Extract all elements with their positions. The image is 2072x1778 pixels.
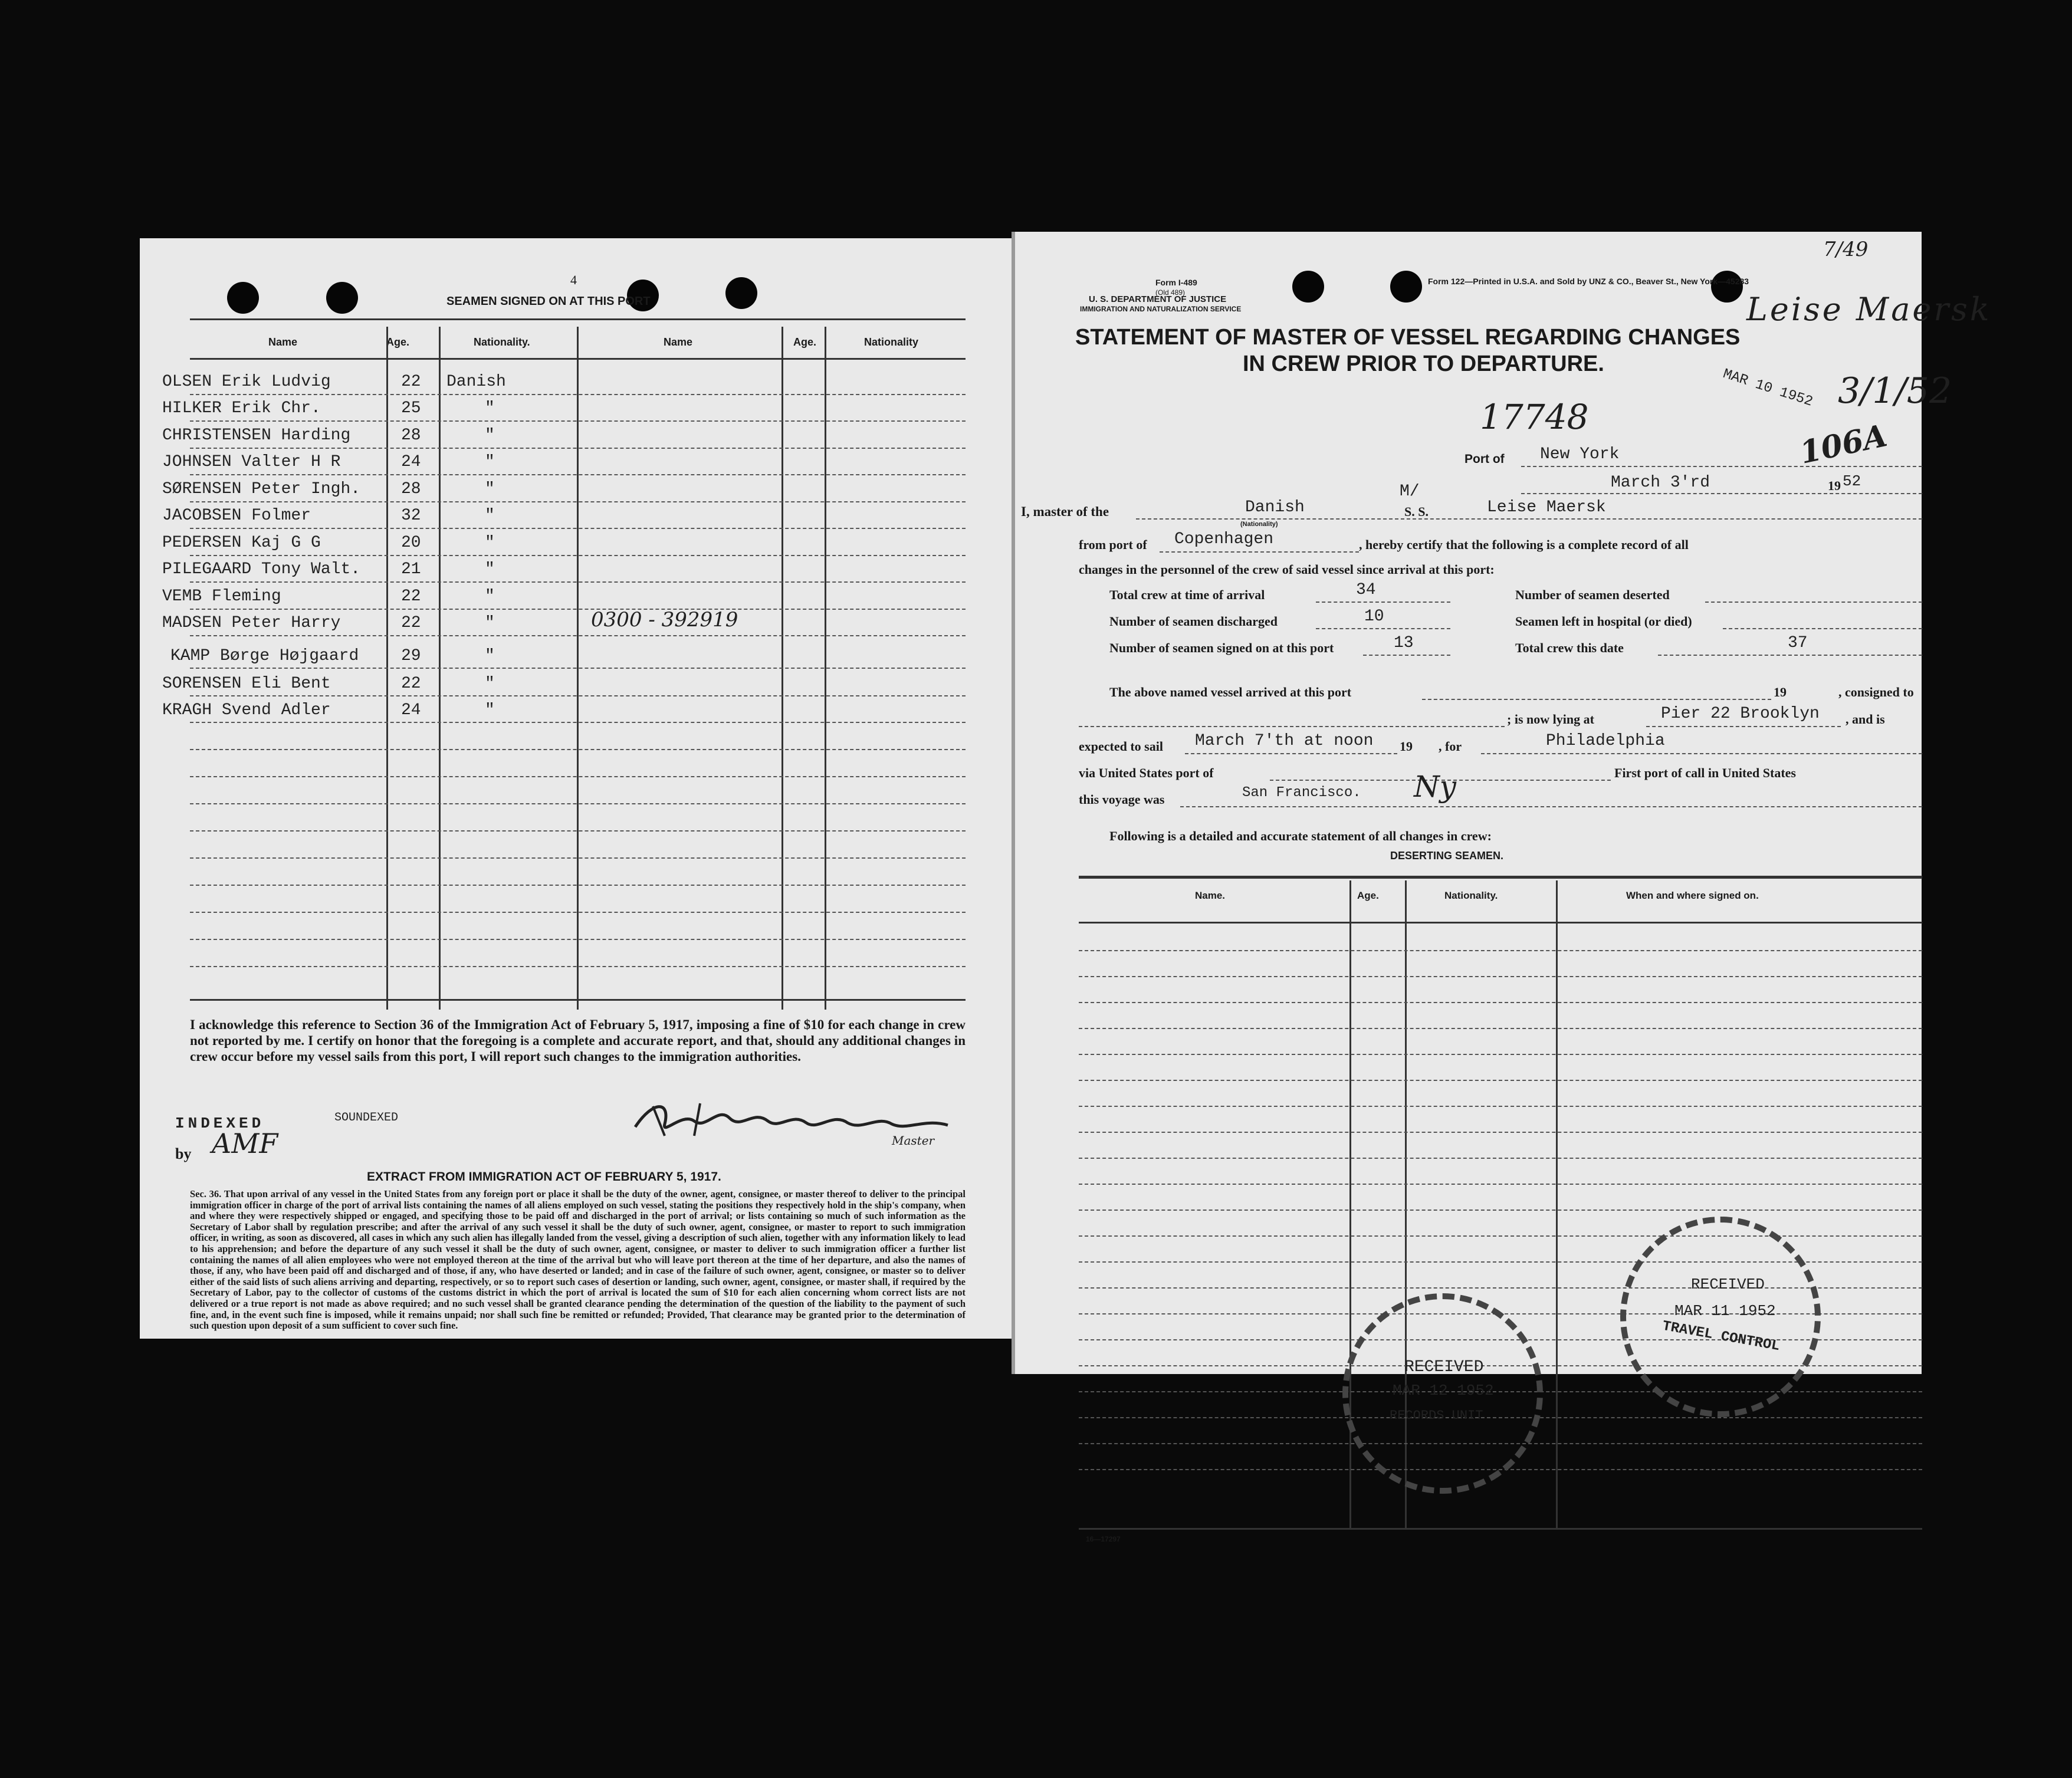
col-age-header: Age. (386, 336, 410, 348)
row-rule (190, 749, 966, 750)
deserting-top-rule (1079, 876, 1922, 879)
crew-nationality: " (485, 587, 495, 606)
crew-name: PILEGAARD Tony Walt. (162, 560, 361, 579)
sail-date-value: March 7'th at noon (1195, 732, 1374, 750)
col-name-header: Name (268, 336, 298, 348)
crew-nationality: " (485, 426, 495, 445)
crew-age: 29 (401, 647, 421, 665)
header-rule (190, 318, 966, 320)
stamp1-date: MAR 12 1952 (1393, 1382, 1494, 1399)
crew-name: OLSEN Erik Ludvig (162, 373, 331, 391)
crew-age: 28 (401, 480, 421, 498)
deserting-title: DESERTING SEAMEN. (1390, 850, 1504, 862)
crew-age: 22 (401, 614, 421, 632)
sail-label: expected to sail (1079, 739, 1163, 754)
row-rule (190, 668, 966, 669)
row-rule (190, 528, 966, 529)
field-rule (1316, 602, 1450, 603)
changes-text: changes in the personnel of the crew of said vessel since arrival at this port: (1079, 562, 1495, 577)
deserting-col-name: Name. (1195, 890, 1226, 901)
total-crew-arrival-label: Total crew at time of arrival (1109, 587, 1265, 602)
col-name2-header: Name (664, 336, 693, 348)
field-rule (1646, 726, 1841, 727)
nationality-caption: (Nationality) (1240, 521, 1278, 528)
row-rule (190, 474, 966, 475)
crew-name: PEDERSEN Kaj G G (162, 534, 321, 552)
row-rule (1079, 976, 1922, 977)
row-rule (1079, 1132, 1922, 1133)
crew-age: 25 (401, 399, 421, 418)
crew-age: 32 (401, 507, 421, 525)
row-rule (1079, 1158, 1922, 1159)
records-unit-stamp (1342, 1293, 1543, 1494)
row-rule (190, 857, 966, 859)
vessel-type: S. S. (1404, 504, 1429, 519)
date-handwritten: 3/1/52 (1838, 370, 1952, 412)
port-value: New York (1540, 445, 1620, 464)
crew-nationality: " (485, 675, 495, 693)
row-rule (1079, 1210, 1922, 1211)
signed-on-value: 13 (1394, 634, 1414, 652)
form-title-line2: IN CREW PRIOR TO DEPARTURE. (1243, 351, 1604, 376)
deserting-col-age: Age. (1357, 890, 1379, 901)
crew-age: 22 (401, 587, 421, 606)
row-rule (190, 609, 966, 610)
crew-name: JACOBSEN Folmer (162, 507, 311, 525)
acknowledgement-text: I acknowledge this reference to Section 36 of the Immigration Act of February 5, 1917, imposing a fine of $10 for each change in crew not reported by me. I certify on honor that the foregoing is a complete and accurate report, and that, should any additional changes in crew occur before my vessel sails from this port, I will report such changes to the immigration authorities. (190, 1017, 966, 1064)
row-rule (190, 635, 966, 636)
crew-nationality: " (485, 534, 495, 552)
first-port-value: San Francisco. (1242, 785, 1361, 801)
col-age2-header: Age. (793, 336, 817, 348)
row-rule (1079, 1184, 1922, 1185)
row-rule (190, 885, 966, 886)
table-bottom-rule (190, 999, 966, 1001)
lying-at-value: Pier 22 Brooklyn (1661, 705, 1820, 723)
crew-age: 22 (401, 675, 421, 693)
crew-nationality: " (485, 399, 495, 418)
indexed-by-initials: AMF (212, 1128, 278, 1159)
punch-hole-icon (1292, 271, 1324, 303)
crew-name: CHRISTENSEN Harding (162, 426, 351, 445)
year-value: 52 (1843, 472, 1861, 490)
form-old-number: (Old 489) (1155, 288, 1186, 297)
row-rule (190, 695, 966, 696)
col-nationality2-header: Nationality (864, 336, 919, 348)
punch-hole-icon (1711, 271, 1743, 303)
printer-note: Form 122—Printed in U.S.A. and Sold by UNZ & CO., Beaver St., New York—45283 (1428, 277, 1749, 286)
initials: Ny (1414, 770, 1456, 804)
crew-nationality: " (485, 701, 495, 719)
deserting-header-rule (1079, 922, 1922, 923)
section-title: SEAMEN SIGNED ON AT THIS PORT (446, 295, 651, 308)
row-rule (190, 394, 966, 395)
row-rule (1079, 1106, 1922, 1107)
file-number: 17748 (1480, 397, 1589, 437)
and-is-label: , and is (1846, 712, 1885, 727)
punch-hole-icon (725, 277, 757, 309)
field-rule (1316, 628, 1450, 629)
soundexed-stamp: SOUNDEXED (334, 1111, 399, 1125)
crew-name: HILKER Erik Chr. (162, 399, 321, 418)
row-rule (190, 776, 966, 777)
row-rule (190, 803, 966, 804)
extract-title: EXTRACT FROM IMMIGRATION ACT OF FEBRUARY 5, 1917. (367, 1170, 721, 1184)
discharged-value: 10 (1364, 607, 1384, 626)
department: U. S. DEPARTMENT OF JUSTICE (1089, 294, 1227, 304)
field-rule (1521, 493, 1922, 494)
vessel-type-top: M/ (1400, 482, 1420, 501)
certify-text: , hereby certify that the following is a complete record of all (1359, 537, 1689, 552)
deserted-label: Number of seamen deserted (1515, 587, 1670, 602)
row-rule (1079, 1235, 1922, 1237)
from-port-label: from port of (1079, 537, 1147, 552)
crew-nationality: " (485, 480, 495, 498)
row-rule (190, 501, 966, 502)
port-label: Port of (1464, 452, 1505, 466)
row-rule (190, 555, 966, 556)
punch-hole-icon (326, 282, 358, 314)
crew-name: KRAGH Svend Adler (162, 701, 331, 719)
destination-value: Philadelphia (1546, 732, 1665, 750)
sail-year-label: 19 (1400, 739, 1413, 754)
field-rule (1180, 806, 1922, 807)
form-title-line1: STATEMENT OF MASTER OF VESSEL REGARDING CHANGES (1075, 325, 1741, 350)
row-rule (1079, 1028, 1922, 1029)
crew-age: 24 (401, 701, 421, 719)
row-rule (1079, 1002, 1922, 1003)
for-label: , for (1439, 739, 1462, 754)
first-port-label: First port of call in United States (1612, 765, 1796, 781)
master-label: Master (892, 1133, 935, 1148)
row-rule (190, 448, 966, 449)
crew-nationality: " (485, 647, 495, 665)
row-rule (190, 722, 966, 723)
field-rule (1185, 753, 1397, 754)
service: IMMIGRATION AND NATURALIZATION SERVICE (1080, 305, 1242, 313)
col-nationality-header: Nationality. (474, 336, 530, 348)
stamp2-unit: TRAVEL CONTROL (1661, 1318, 1781, 1355)
signed-on-label: Number of seamen signed on at this port (1109, 640, 1334, 655)
following-text: Following is a detailed and accurate statement of all changes in crew: (1109, 829, 1492, 843)
row-rule (190, 581, 966, 583)
field-rule (1521, 466, 1922, 467)
corner-note: 7/49 (1823, 238, 1869, 261)
row-rule (190, 830, 966, 832)
column-divider (1556, 880, 1558, 1529)
field-rule (1160, 551, 1359, 553)
year-prefix: 19 (1828, 478, 1841, 493)
crew-name: VEMB Fleming (162, 587, 281, 606)
total-crew-date-value: 37 (1788, 634, 1808, 652)
field-rule (1481, 753, 1922, 754)
handwritten-number: 0300 - 392919 (591, 608, 738, 632)
field-rule (1363, 655, 1450, 656)
extract-body: That upon arrival of any vessel in the United States from any foreign port or place it shall be the duty of the owner, agent, consignee, or master thereof to deliver to the principal immigration officer in charge of the port of arrival lists containing the names of all aliens employed on such vessel, stating the positions they respectively hold in the ship's company, when and where they were respectively shipped or engaged, and specifying those to be paid off and discharged in the port of arrival; or lists containing so much of such information as the Secretary of Labor shall by regulation prescribe; and after the arrival of any such vessel it shall be the duty of such owner, agent, consignee, or master to report to such immigration officer, in writing, as soon as discovered, all cases in which any such alien has illegally landed from the vessel, giving a description of such alien, together with any information likely to lead to his apprehension; and before the departure of any such vessel it shall be the duty of such owner, agent, consignee, or master to deliver to such immigration officer a further list containing the names of all alien employees who were not employed thereon at the time of the arrival but who will leave port thereon at the time of her departure, and also the names of those, if any, who have been paid off and discharged and of those, if any, who have deserted or landed; and in case of the failure of such owner, agent, consignee, or master so to deliver either of the said lists of such aliens arriving and departing, respectively, or so to report such cases of desertion or landing, such owner, agent, consignee, or master shall, if required by the Secretary of Labor, pay to the collector of customs of the customs district in which the port of arrival is located the sum of $10 for each alien concerning whom correct lists are not delivered or a true report is not made as above required; and no such vessel shall be granted clearance pending the determination of the question of the liability to the payment of such fine, and, in the event such fine is imposed, while it remains unpaid; nor shall such fine be remitted or refunded; Provided, That clearance may be granted prior to the determination of such question upon deposit of a sum sufficient to cover such fine. (190, 1188, 966, 1332)
crew-nationality: " (485, 560, 495, 579)
lying-label: ; is now lying at (1507, 712, 1594, 727)
row-rule (1079, 950, 1922, 951)
right-page (1015, 232, 1992, 1543)
discharged-label: Number of seamen discharged (1109, 614, 1278, 629)
stamp1-label: RECEIVED (1404, 1358, 1484, 1376)
crew-age: 28 (401, 426, 421, 445)
arrived-label: The above named vessel arrived at this port (1109, 685, 1352, 699)
field-rule (1723, 628, 1922, 629)
hospital-label: Seamen left in hospital (or died) (1515, 614, 1692, 629)
crew-age: 22 (401, 373, 421, 391)
nationality-value: Danish (1245, 498, 1305, 517)
row-rule (190, 966, 966, 967)
crew-name: SØRENSEN Peter Ingh. (162, 480, 361, 498)
crew-nationality: " (485, 453, 495, 471)
left-page (140, 238, 1015, 1339)
row-rule (190, 939, 966, 940)
crew-age: 21 (401, 560, 421, 579)
crew-nationality: Danish (446, 373, 506, 391)
travel-control-stamp (1620, 1217, 1821, 1417)
stamp1-unit: RECORDS UNIT (1390, 1408, 1483, 1423)
deserting-col-signed-on: When and where signed on. (1626, 890, 1759, 901)
punch-hole-icon (1390, 271, 1422, 303)
by-label: by (175, 1145, 192, 1162)
footer-code: 16—17297 (1086, 1535, 1121, 1543)
crew-age: 20 (401, 534, 421, 552)
crew-name: SORENSEN Eli Bent (162, 675, 331, 693)
total-crew-arrival-value: 34 (1356, 581, 1376, 599)
extract-section: Sec. 36. (190, 1188, 222, 1199)
crew-name: KAMP Børge Højgaard (170, 647, 359, 665)
punch-hole-icon (227, 282, 259, 314)
year-blank: 19 (1774, 685, 1787, 699)
from-port-value: Copenhagen (1174, 530, 1274, 548)
consigned-label: , consigned to (1838, 685, 1914, 699)
total-crew-date-label: Total crew this date (1515, 640, 1624, 655)
form-number: Form I-489 (1155, 278, 1197, 287)
ship-name-handwritten: Leise Maersk (1746, 291, 1992, 328)
extract-text (190, 1189, 966, 1332)
stamp2-label: RECEIVED (1691, 1276, 1765, 1293)
crew-nationality: " (485, 507, 495, 525)
deserting-col-nationality: Nationality. (1444, 890, 1498, 901)
crew-age: 24 (401, 453, 421, 471)
received-date-stamp: MAR 10 1952 (1720, 366, 1815, 410)
via-label: via United States port of (1079, 765, 1214, 780)
page-number: 4 (570, 272, 577, 287)
margin-number: 106A (1797, 418, 1890, 471)
field-rule (1136, 518, 1922, 520)
row-rule (1079, 1054, 1922, 1055)
field-rule (1658, 655, 1922, 656)
crew-name: MADSEN Peter Harry (162, 614, 341, 632)
row-rule (190, 912, 966, 913)
row-rule (1079, 1080, 1922, 1081)
stamp2-date: MAR 11 1952 (1674, 1302, 1776, 1320)
date-value: March 3'rd (1611, 474, 1710, 492)
field-rule (1422, 699, 1771, 700)
crew-nationality: " (485, 614, 495, 632)
field-rule (1079, 726, 1505, 727)
vessel-name: Leise Maersk (1487, 498, 1606, 517)
crew-name: JOHNSEN Valter H R (162, 453, 341, 471)
row-rule (190, 420, 966, 422)
master-of-label: I, master of the (1021, 504, 1109, 519)
field-rule (1705, 602, 1922, 603)
deserting-bottom-rule (1079, 1528, 1922, 1530)
indexed-stamp: INDEXED (175, 1115, 265, 1132)
voyage-label: this voyage was (1079, 792, 1165, 807)
